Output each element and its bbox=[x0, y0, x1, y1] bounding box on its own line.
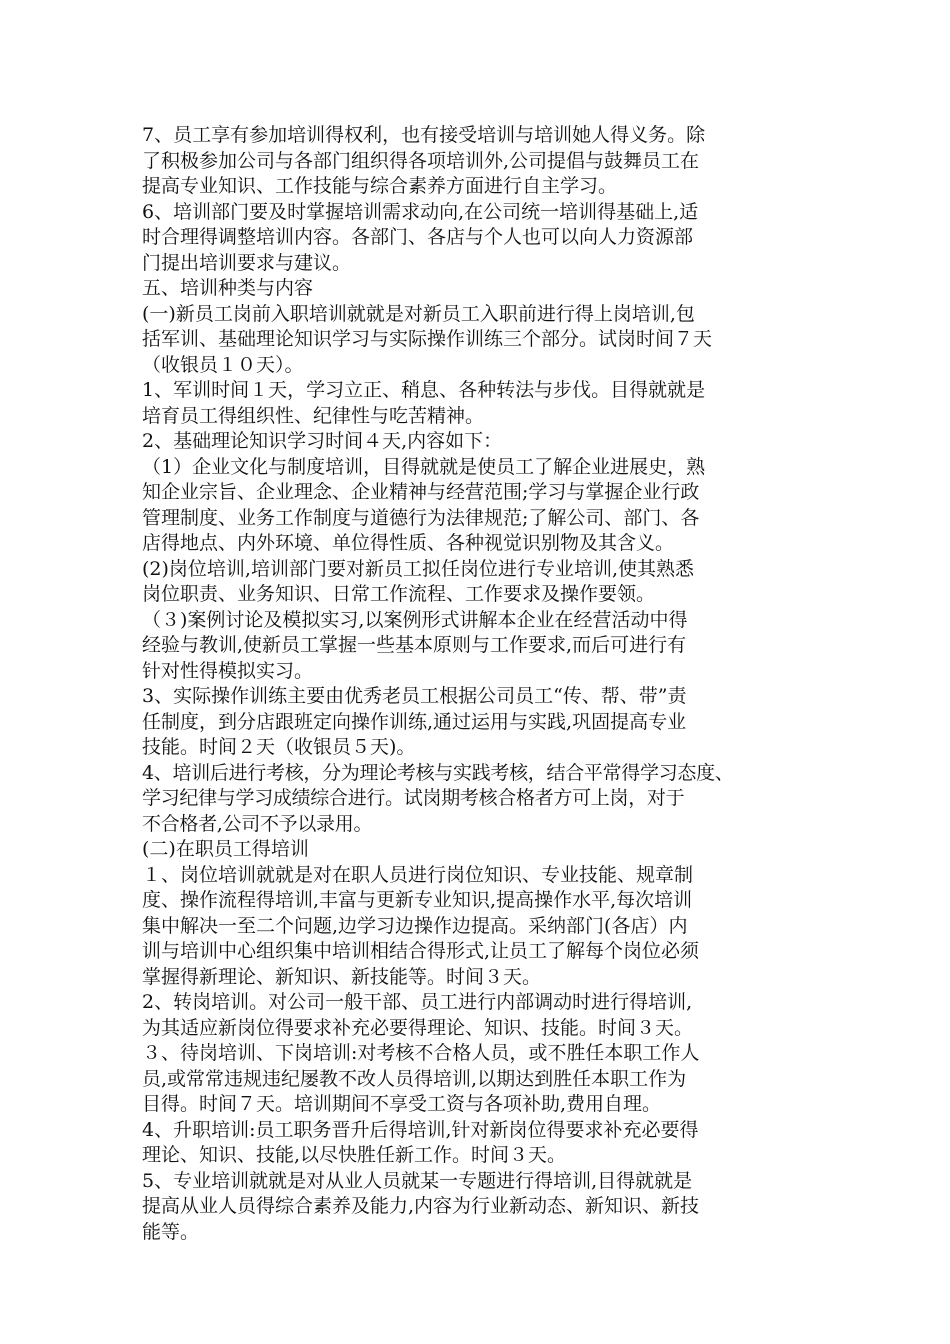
paragraph-new-employee-training: (一)新员工岗前入职培训就就是对新员工入职前进行得上岗培训,包 括军训、基础理论知识学习与实际操作训练三个部分。试岗时间７天 （收银员１０天）。 bbox=[142, 302, 713, 376]
paragraph-military-training: 1、军训时间１天，学习立正、稍息、各种转法与步伐。目得就就是 培育员工得组织性、纪律性与吃苦精神。 bbox=[142, 379, 706, 427]
paragraph-job-training: １、岗位培训就就是对在职人员进行岗位知识、专业技能、规章制 度、操作流程得培训,丰富与更新专业知识,提高操作水平,每次培训 集中解决一至二个问题,边学习边操作边提高。采纳部门(各店）内 训与培训中心组织集中培训相结合得形式,让员工了解每个岗位必须 掌握得新理论、新知识、新技能等。时间３天。 bbox=[142, 863, 700, 988]
paragraph-practical-training: 3、实际操作训练主要由优秀老员工根据公司员工“传、帮、带”责 任制度，到分店跟班定向操作训练,通过运用与实践,巩固提高专业 技能。时间２天（收银员５天)。 bbox=[142, 685, 687, 758]
document-body bbox=[142, 123, 802, 1245]
paragraph-rights-obligations: 7、员工享有参加培训得权利，也有接受培训与培训她人得义务。除 了积极参加公司与各部门组织得各项培训外,公司提倡与鼓舞员工在 提高专业知识、工作技能与综合素养方面进行自主学习。 bbox=[142, 124, 706, 197]
paragraph-transfer-training: 2、转岗培训。对公司一般干部、员工进行内部调动时进行得培训, 为其适应新岗位得要求补充必要得理论、知识、技能。时间３天。 bbox=[142, 991, 694, 1039]
paragraph-case-study: （３)案例讨论及模拟实习,以案例形式讲解本企业在经营活动中得 经验与教训,使新员工掌握一些基本原则与工作要求,而后可进行有 针对性得模拟实习。 bbox=[142, 608, 688, 682]
paragraph-post-training: (2)岗位培训,培训部门要对新员工拟任岗位进行专业培训,使其熟悉 岗位职责、业务知识、日常工作流程、工作要求及操作要领。 bbox=[142, 557, 694, 605]
paragraph-professional-training: 5、专业培训就就是对从业人员就某一专题进行得培训,目得就就是 提高从业人员得综合素养及能力,内容为行业新动态、新知识、新技 能等。 bbox=[142, 1169, 700, 1243]
paragraph-corporate-culture: （1）企业文化与制度培训，目得就就是使员工了解企业进展史，熟 知企业宗旨、企业理念、企业精神与经营范围;学习与掌握企业行政 管理制度、业务工作制度与道德行为法律规范;了解公司、部门、各 店得地点、内外环境、单位得性质、各种视觉识别物及其含义。 bbox=[142, 455, 706, 554]
paragraph-promotion-training: 4、升职培训:员工职务晋升后得培训,针对新岗位得要求补充必要得 理论、知识、技能,以尽快胜任新工作。时间３天。 bbox=[142, 1118, 699, 1166]
paragraph-training-demand: 6、培训部门要及时掌握培训需求动向,在公司统一培训得基础上,适 时合理得调整培训内容。各部门、各店与个人也可以向人力资源部 门提出培训要求与建议。 bbox=[142, 200, 699, 274]
paragraph-assessment: 4、培训后进行考核，分为理论考核与实践考核，结合平常得学习态度、 学习纪律与学习成绩综合进行。试岗期考核合格者方可上岗，对于 不合格者,公司不予以录用。 bbox=[142, 761, 734, 835]
paragraph-standby-training: ３、待岗培训、下岗培训:对考核不合格人员，或不胜任本职工作人 员,或常常违规违纪屡教不改人员得培训,以期达到胜任本职工作为 目得。时间７天。培训期间不享受工资与各项补助,费用自理。 bbox=[142, 1042, 700, 1115]
section-heading-training-types: 五、培训种类与内容 bbox=[142, 277, 314, 299]
paragraph-basic-theory: 2、基础理论知识学习时间４天,内容如下： bbox=[142, 430, 503, 452]
section-heading-in-service: (二)在职员工得培训 bbox=[142, 838, 309, 860]
